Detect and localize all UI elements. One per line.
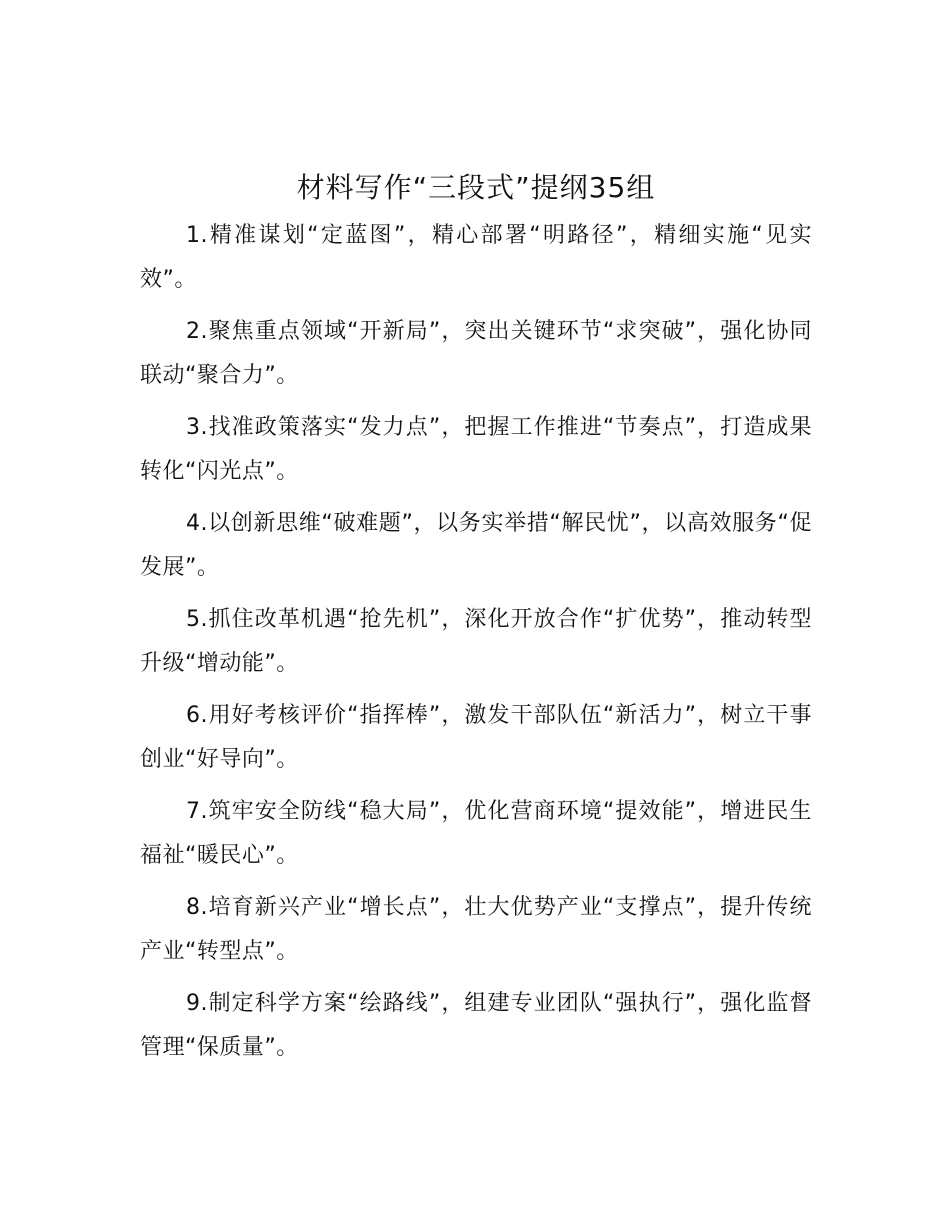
paragraph-2: 2.聚焦重点领域“开新局”，突出关键环节“求突破”，强化协同联动“聚合力”。: [140, 319, 812, 388]
paragraph-9: 9.制定科学方案“绘路线”，组建专业团队“强执行”，强化监督管理“保质量”。: [140, 991, 812, 1060]
document-body: [140, 168, 812, 1078]
paragraph-3: 3.找准政策落实“发力点”，把握工作推进“节奏点”，打造成果转化“闪光点”。: [140, 415, 812, 484]
page-title: 材料写作“三段式”提纲35组: [296, 171, 656, 204]
paragraph-1: 1.精准谋划“定蓝图”，精心部署“明路径”，精细实施“见实效”。: [140, 223, 812, 292]
paragraph-8: 8.培育新兴产业“增长点”，壮大优势产业“支撑点”，提升传统产业“转型点”。: [140, 895, 812, 964]
paragraph-4: 4.以创新思维“破难题”，以务实举措“解民忧”，以高效服务“促发展”。: [140, 511, 812, 580]
paragraph-5: 5.抓住改革机遇“抢先机”，深化开放合作“扩优势”，推动转型升级“增动能”。: [140, 607, 812, 676]
paragraph-6: 6.用好考核评价“指挥棒”，激发干部队伍“新活力”，树立干事创业“好导向”。: [140, 703, 812, 772]
paragraph-7: 7.筑牢安全防线“稳大局”，优化营商环境“提效能”，增进民生福祉“暖民心”。: [140, 799, 812, 868]
